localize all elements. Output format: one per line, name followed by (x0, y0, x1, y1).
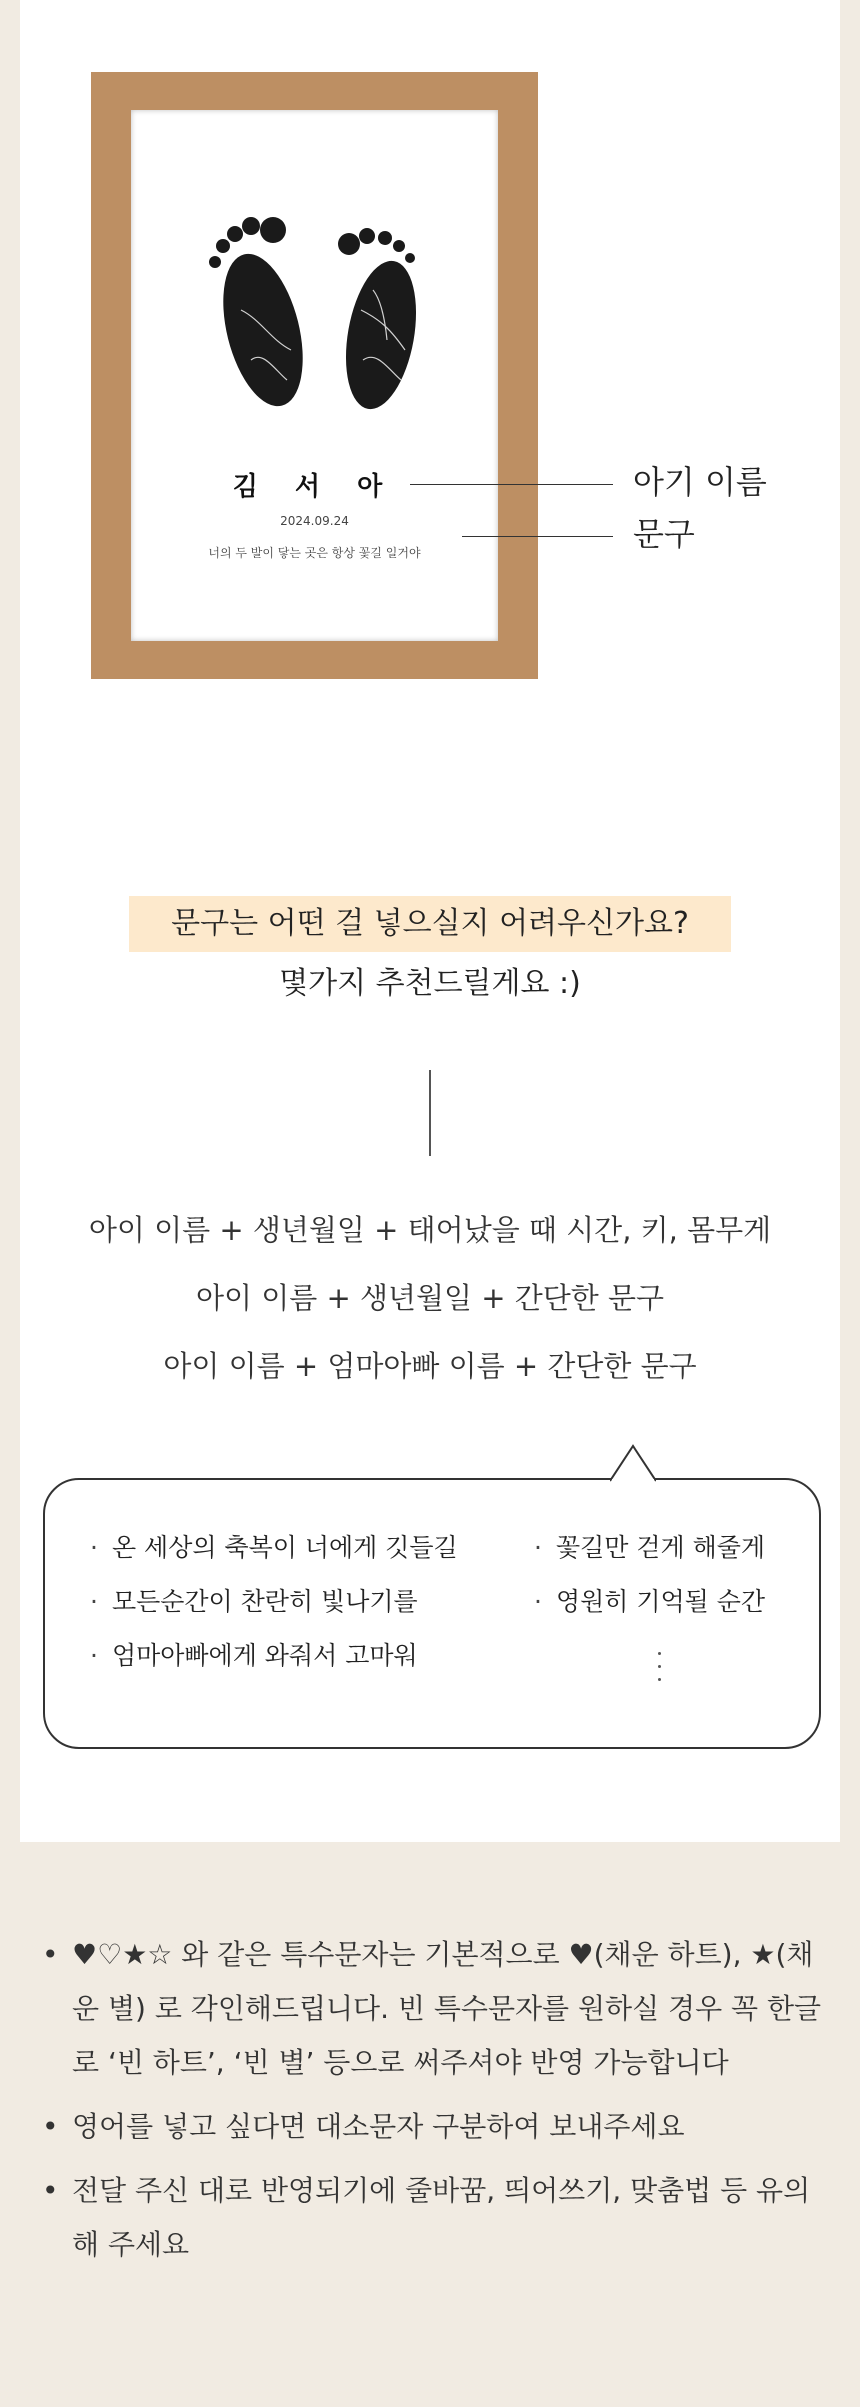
name-callout-label: 아기 이름 (633, 463, 767, 501)
bullet-dot: · (534, 1587, 542, 1616)
suggestion-item (534, 1532, 765, 1564)
baby-name: 김 서 아 (232, 472, 397, 502)
bullet-dot: · (90, 1641, 98, 1670)
notice-item (42, 2100, 832, 2154)
suggestion-text: 모든순간이 찬란히 빛나기를 (111, 1587, 418, 1616)
question-subtitle: 몇가지 추천드릴게요 :) (279, 966, 581, 1001)
suggestion-item (90, 1586, 418, 1618)
bullet-dot: • (42, 2110, 59, 2143)
birth-date: 2024.09.24 (280, 514, 349, 528)
bullet-dot: · (90, 1587, 98, 1616)
phrase-callout-label: 문구 (633, 515, 695, 553)
phrase-callout-line (462, 536, 613, 537)
question-title: 문구는 어떤 걸 넣으실지 어려우신가요? (171, 906, 689, 941)
bullet-dot: • (42, 1938, 59, 1971)
notice-item (42, 1928, 832, 2090)
notice-text: 전달 주신 대로 반영되기에 줄바꿈, 띄어쓰기, 맞춤법 등 유의해 주세요 (72, 2174, 811, 2261)
footprints-image (191, 200, 451, 430)
wooden-frame (91, 72, 538, 679)
bullet-dot: · (534, 1533, 542, 1562)
suggestion-item (90, 1640, 418, 1672)
suggestion-text: 엄마아빠에게 와줘서 고마워 (111, 1641, 418, 1670)
frame-phrase: 너의 두 발이 닿는 곳은 항상 꽃길 일거야 (208, 546, 421, 560)
combo-option-2: 아이 이름 + 생년월일 + 간단한 문구 (195, 1281, 665, 1315)
divider-vertical (429, 1070, 431, 1156)
notice-text: ♥♡★☆ 와 같은 특수문자는 기본적으로 ♥(채운 하트), ★(채운 별) 로 각인해드립니다. 빈 특수문자를 원하실 경우 꼭 한글로 ‘빈 하트’, ‘빈 별’ 등으로 써주셔야 반영 가능합니다 (72, 1938, 822, 2079)
notice-list (42, 1928, 832, 2282)
suggestion-item (534, 1586, 765, 1618)
bubble-tail (610, 1444, 656, 1482)
frame-mat (131, 110, 498, 641)
suggestion-item (90, 1532, 458, 1564)
more-dots-icon (656, 1652, 664, 1691)
combo-option-1: 아이 이름 + 생년월일 + 태어났을 때 시간, 키, 몸무게 (88, 1213, 772, 1247)
notice-item (42, 2164, 832, 2272)
suggestion-text: 꽃길만 걷게 해줄게 (555, 1533, 766, 1562)
notice-text: 영어를 넣고 싶다면 대소문자 구분하여 보내주세요 (72, 2110, 685, 2143)
suggestion-text: 영원히 기억될 순간 (555, 1587, 766, 1616)
suggestion-text: 온 세상의 축복이 너에게 깃들길 (111, 1533, 458, 1562)
combo-option-3: 아이 이름 + 엄마아빠 이름 + 간단한 문구 (163, 1349, 697, 1383)
bullet-dot: · (90, 1533, 98, 1562)
name-callout-line (410, 484, 613, 485)
bullet-dot: • (42, 2174, 59, 2207)
